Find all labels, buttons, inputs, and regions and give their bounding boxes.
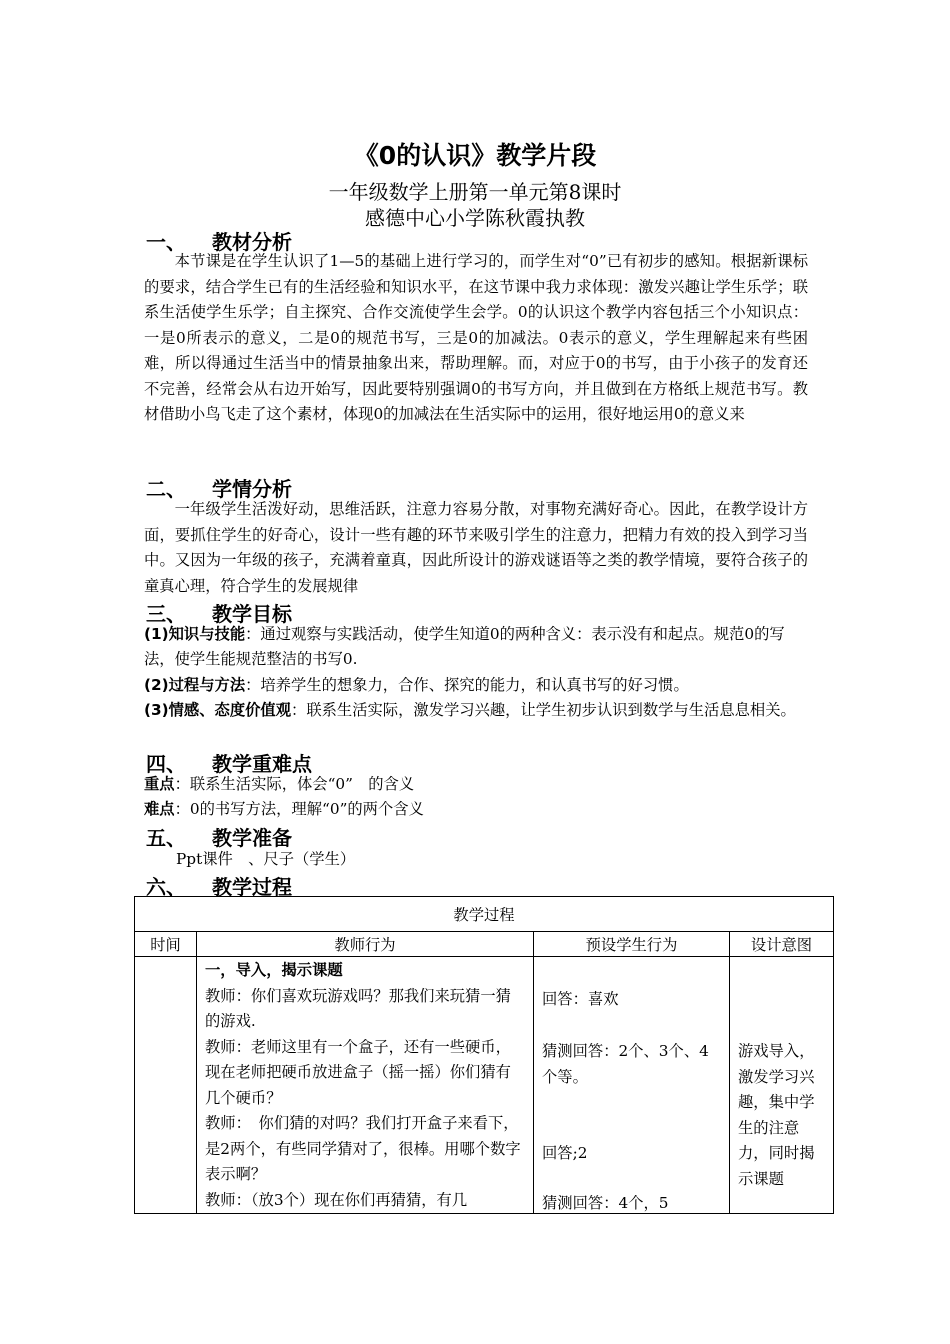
section-title: 教学目标: [212, 602, 292, 626]
time-cell: [135, 957, 197, 1214]
teacher-step-title: 一，导入，揭示课题: [205, 961, 343, 979]
difficult-point: [144, 797, 814, 822]
goal-knowledge: [144, 622, 814, 672]
goal-process: [144, 673, 814, 698]
header-teacher: 教师行为: [197, 932, 534, 957]
student-answer: 猜测回答：2个、3个、4个等。: [542, 1042, 709, 1086]
goal-label: (2)过程与方法: [144, 676, 246, 694]
process-table: [134, 896, 834, 1214]
student-answer: 回答：喜欢: [542, 990, 619, 1008]
table-caption: 教学过程: [135, 897, 834, 932]
table-row: [135, 957, 834, 1214]
table-header-row: [135, 932, 834, 957]
page-title: 《0的认识》教学片段: [353, 141, 597, 170]
student-cell: [534, 957, 730, 1214]
teacher-line: 教师：老师这里有一个盒子，还有一些硬币，现在老师把硬币放进盒子（摇一摇）你们猜有几个硬币？: [205, 1037, 511, 1107]
section-number: 六、: [146, 875, 186, 899]
goal-text: ：通过观察与实践活动，使学生知道0的两种含义：表示没有和起点。规范0的写法，使学生能规范整洁的书写0.: [144, 625, 785, 668]
section-number: 二、: [146, 477, 186, 501]
header-time: 时间: [135, 932, 197, 957]
section-2-text: 一年级学生活泼好动，思维活跃，注意力容易分散，对事物充满好奇心。因此，在教学设计方面，要抓住学生的好奇心，设计一些有趣的环节来吸引学生的注意力，把精力有效的投入到学习当中。又因为一年级的孩子，充满着童真，因此所设计的游戏谜语等之类的教学情境，要符合孩子的童真心理，符合学生的发展规律: [144, 500, 808, 595]
section-title: 教材分析: [212, 230, 292, 254]
section-title: 学情分析: [212, 477, 292, 501]
section-title: 教学过程: [212, 875, 292, 899]
preparation-text: Ppt课件 、尺子（学生）: [176, 850, 356, 868]
goal-text: ：培养学生的想象力，合作、探究的能力，和认真书写的好习惯。: [245, 676, 689, 694]
section-title: 教学重难点: [212, 752, 312, 776]
teacher-cell: [197, 957, 534, 1214]
teacher-line: 教师：（放3个）现在你们再猜猜，有几: [205, 1190, 468, 1209]
subtitle-teacher: 感德中心小学陈秋霞执教: [365, 206, 585, 230]
section-title: 教学准备: [212, 826, 292, 850]
goal-label: (3)情感、态度价值观: [144, 701, 292, 719]
section-number: 一、: [146, 230, 186, 254]
key-point: [144, 772, 814, 797]
section-number: 四、: [146, 752, 186, 776]
intent-text: 游戏导入，激发学习兴趣，集中学生的注意力，同时揭示课题: [738, 1042, 815, 1188]
table-caption-row: [135, 897, 834, 932]
section-number: 三、: [146, 602, 186, 626]
subtitle-lesson: 一年级数学上册第一单元第8课时: [328, 180, 622, 204]
student-answer: 回答;2: [542, 1144, 588, 1162]
intent-cell: [730, 957, 834, 1214]
section-1-text: 本节课是在学生认识了1—5的基础上进行学习的，而学生对“0”已有初步的感知。根据新课标的要求，结合学生已有的生活经验和知识水平，在这节课中我力求体现：激发兴趣让学生乐学；联系生活使学生乐学；自主探究、合作交流使学生会学。0的认识这个教学内容包括三个小知识点：一是0所表示的意义，二是0的规范书写，三是0的加减法。0表示的意义，学生理解起来有些困难，所以得通过生活当中的情景抽象出来，帮助理解。而，对应于0的书写，由于小孩子的发育还不完善，经常会从右边开始写，因此要特别强调0的书写方向，并且做到在方格纸上规范书写。教材借助小鸟飞走了这个素材，体现0的加减法在生活实际中的运用，很好地运用0的意义来: [144, 252, 808, 423]
goal-emotion: [144, 698, 814, 723]
teacher-line: 教师： 你们猜的对吗？我们打开盒子来看下，是2两个，有些同学猜对了，很棒。用哪个数字表示啊？: [205, 1114, 521, 1183]
key-label: 难点: [144, 800, 175, 818]
key-label: 重点: [144, 775, 175, 793]
key-text: ：0的书写方法，理解“0”的两个含义: [174, 800, 424, 818]
header-intent: 设计意图: [730, 932, 834, 957]
key-text: ：联系生活实际，体会“0” 的含义: [174, 775, 415, 793]
teacher-line: 教师：你们喜欢玩游戏吗？那我们来玩猜一猜的游戏.: [205, 986, 511, 1030]
section-number: 五、: [146, 826, 186, 850]
goal-text: ：联系生活实际，激发学习兴趣，让学生初步认识到数学与生活息息相关。: [291, 701, 796, 719]
goal-label: (1)知识与技能: [144, 625, 246, 643]
student-answer: 猜测回答：4个，5: [542, 1194, 669, 1212]
header-student: 预设学生行为: [534, 932, 730, 957]
